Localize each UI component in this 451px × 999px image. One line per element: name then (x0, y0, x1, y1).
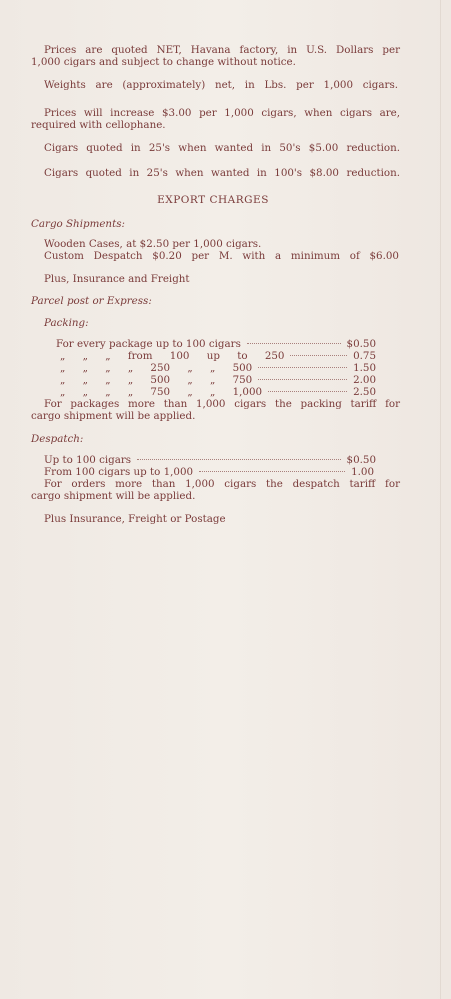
packing-row-price: 1.50 (353, 362, 376, 374)
leader-dots (137, 459, 340, 460)
leader-dots (199, 471, 345, 472)
packing-row (56, 339, 376, 351)
packing-row (60, 363, 376, 375)
cargo-line-3: Plus, Insurance and Freight (44, 273, 190, 285)
packing-row-price: $0.50 (346, 338, 376, 350)
despatch-title: Despatch: (31, 433, 84, 445)
packing-row-label: „ „ „ „ 250 „ „ 500 (60, 362, 253, 374)
despatch-row (44, 467, 374, 479)
packing-row (60, 375, 376, 387)
export-charges-heading: EXPORT CHARGES (157, 194, 269, 206)
intro-line-3: Weights are (approximately) net, in Lbs. per 1,000 cigars. (44, 79, 398, 91)
packing-row-label: For every package up to 100 cigars (56, 338, 241, 350)
despatch-note-2: cargo shipment will be applied. (31, 490, 196, 502)
packing-row (60, 351, 376, 363)
despatch-row-label: Up to 100 cigars (44, 454, 132, 466)
packing-title: Packing: (44, 317, 89, 329)
despatch-row-price: 1.00 (351, 466, 374, 478)
intro-line-2: 1,000 cigars and subject to change without notice. (31, 56, 296, 68)
packing-row-price: 0.75 (353, 350, 376, 362)
intro-line-6: Cigars quoted in 25's when wanted in 50's $5.00 reduction. (44, 142, 400, 154)
packing-row-label: „ „ „ „ 500 „ „ 750 (60, 374, 253, 386)
leader-dots (268, 391, 347, 392)
footer-note: Plus Insurance, Freight or Postage (44, 513, 226, 525)
packing-row-label: „ „ „ from 100 up to 250 (60, 350, 285, 362)
packing-row (60, 387, 376, 399)
cargo-line-2: Custom Despatch $0.20 per M. with a minimum of $6.00 (44, 250, 399, 262)
packing-row-price: 2.50 (353, 386, 376, 398)
despatch-row-price: $0.50 (346, 454, 376, 466)
parcel-post-title: Parcel post or Express: (31, 295, 152, 307)
packing-note-2: cargo shipment will be applied. (31, 410, 196, 422)
despatch-note-1: For orders more than 1,000 cigars the despatch tariff for (44, 478, 400, 490)
leader-dots (258, 379, 347, 380)
packing-row-label: „ „ „ „ 750 „ „ 1,000 (60, 386, 263, 398)
intro-line-4: Prices will increase $3.00 per 1,000 cigars, when cigars are, (44, 107, 400, 119)
intro-line-5: required with cellophane. (31, 119, 166, 131)
leader-dots (258, 367, 347, 368)
leader-dots (247, 343, 341, 344)
leader-dots (290, 355, 347, 356)
cargo-line-1: Wooden Cases, at $2.50 per 1,000 cigars. (44, 238, 262, 250)
packing-note-1: For packages more than 1,000 cigars the packing tariff for (44, 398, 400, 410)
intro-line-1: Prices are quoted NET, Havana factory, in U.S. Dollars per (44, 44, 400, 56)
intro-line-7: Cigars quoted in 25's when wanted in 100's $8.00 reduction. (44, 167, 400, 179)
cargo-title: Cargo Shipments: (31, 218, 125, 230)
despatch-row-label: From 100 cigars up to 1,000 (44, 466, 194, 478)
packing-row-price: 2.00 (353, 374, 376, 386)
despatch-row (44, 455, 376, 467)
page-edge (440, 0, 441, 999)
